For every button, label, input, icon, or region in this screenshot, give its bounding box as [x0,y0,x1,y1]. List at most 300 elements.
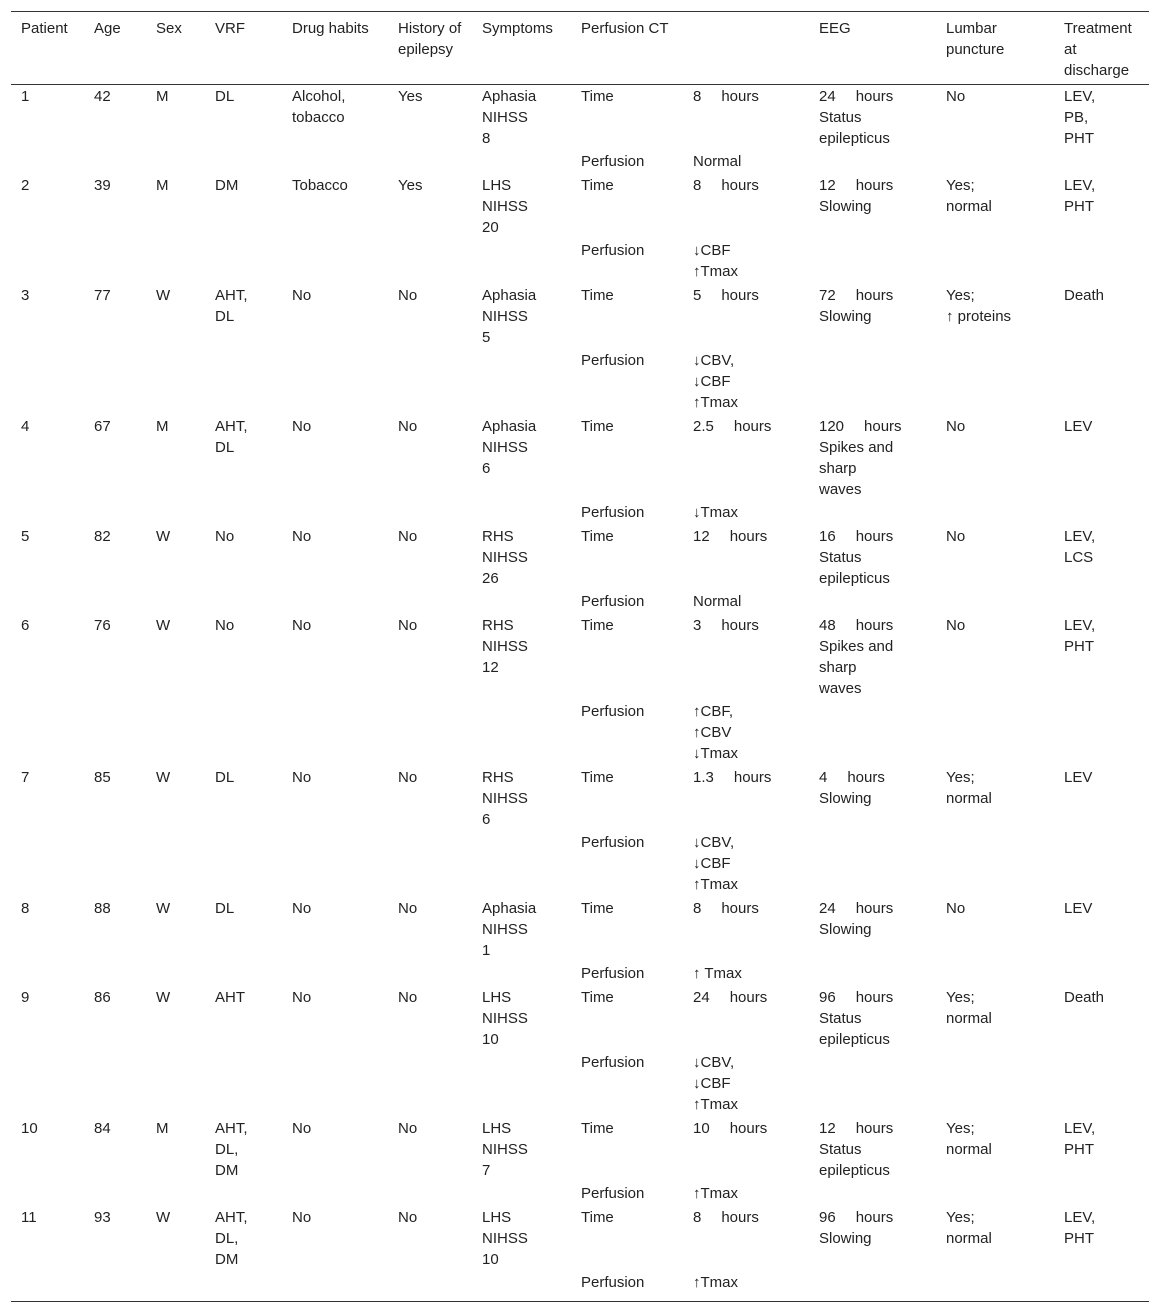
empty-cell [146,1272,205,1302]
table-row-perfusion [11,591,1149,614]
empty-cell [205,502,282,525]
empty-cell [84,240,146,284]
vrf: No [215,528,235,545]
perfusion-label: Perfusion [581,504,645,521]
lumbar-puncture: No [946,900,966,917]
table-row-perfusion [11,240,1149,284]
drug-habits: No [292,617,312,634]
eeg-time [819,86,928,107]
ct-time-unit: hours [729,528,768,545]
symptom: LHS [482,989,512,1006]
empty-cell [84,591,146,614]
empty-cell [936,350,1054,415]
header-eeg: EEG [809,12,936,85]
empty-cell [388,963,472,986]
history-of-epilepsy: No [398,989,418,1006]
symptom: LHS [482,177,512,194]
ct-time [683,766,809,832]
empty-cell [84,1272,146,1302]
vrf: DL [215,900,235,917]
empty-cell [388,1183,472,1206]
header-lumbar-puncture: Lumbar puncture [936,12,1054,85]
history-of-epilepsy: No [398,1120,418,1137]
time-label: Time [581,989,614,1006]
drug-habits: Alcohol, tobacco [292,88,346,126]
eeg-finding: Slowing [819,921,872,938]
vrf: DL [215,88,235,105]
table-row-perfusion [11,963,1149,986]
empty-cell [205,151,282,174]
nihss-score: NIHSS 1 [482,921,528,959]
lumbar-puncture: No [946,617,966,634]
eeg [809,415,936,502]
patient-id: 5 [21,528,30,545]
empty-cell [11,701,84,766]
age: 77 [94,287,111,304]
lumbar-puncture: No [946,88,966,105]
treatment-at-discharge: Death [1064,989,1105,1006]
empty-cell [1054,701,1149,766]
symptom: LHS [482,1120,512,1137]
empty-cell [472,832,571,897]
table-row-perfusion [11,1183,1149,1206]
empty-cell [11,1272,84,1302]
drug-habits: No [292,1120,312,1137]
nihss-score: NIHSS 10 [482,1230,528,1268]
perfusion-label: Perfusion [581,965,645,982]
empty-cell [472,1272,571,1302]
perfusion-value: ↓CBV, ↓CBF ↑Tmax [693,352,738,411]
table-row [11,284,1149,350]
header-history-of-epilepsy: History of epilepsy [388,12,472,85]
empty-cell [1054,151,1149,174]
age: 42 [94,88,111,105]
eeg-time-value: 24 [819,900,836,917]
eeg-time-unit: hours [855,88,894,105]
empty-cell [11,963,84,986]
empty-cell [282,350,388,415]
age: 82 [94,528,111,545]
sex: W [156,528,171,545]
table-row [11,525,1149,591]
ct-time [683,986,809,1052]
empty-cell [388,1272,472,1302]
empty-cell [146,1052,205,1117]
empty-cell [936,1272,1054,1302]
eeg-time [819,175,928,196]
empty-cell [388,591,472,614]
empty-cell [84,963,146,986]
eeg-time-unit: hours [855,1120,894,1137]
eeg-finding: Spikes and sharp waves [819,439,894,498]
symptom: RHS [482,617,514,634]
age: 67 [94,418,111,435]
patient-id: 6 [21,617,30,634]
history-of-epilepsy: No [398,287,418,304]
header-row [11,12,1149,85]
empty-cell [282,701,388,766]
eeg-time-value: 16 [819,528,836,545]
sex: W [156,769,171,786]
time-label: Time [581,769,614,786]
empty-cell [936,963,1054,986]
empty-cell [282,1272,388,1302]
symptoms [472,525,571,591]
ct-time-unit: hours [729,989,768,1006]
sex: M [156,88,169,105]
eeg [809,897,936,963]
table-row-perfusion [11,350,1149,415]
empty-cell [472,591,571,614]
empty-cell [809,350,936,415]
empty-cell [11,1183,84,1206]
empty-cell [1054,502,1149,525]
perfusion-value: ↑Tmax [693,1274,738,1291]
sex: W [156,900,171,917]
empty-cell [936,1183,1054,1206]
vrf: AHT, DL [215,287,248,325]
nihss-score: NIHSS 10 [482,1010,528,1048]
time-label: Time [581,617,614,634]
table-row [11,1206,1149,1272]
sex: W [156,287,171,304]
time-label: Time [581,1209,614,1226]
empty-cell [1054,591,1149,614]
perfusion-value: ↓CBF ↑Tmax [693,242,738,280]
empty-cell [84,832,146,897]
empty-cell [146,151,205,174]
table-row [11,85,1149,152]
ct-time [683,1206,809,1272]
treatment-at-discharge: LEV, PB, PHT [1064,88,1096,147]
eeg-time [819,1118,928,1139]
sex: M [156,1120,169,1137]
eeg-time-unit: hours [847,769,885,786]
empty-cell [146,832,205,897]
drug-habits: No [292,528,312,545]
empty-cell [936,701,1054,766]
empty-cell [205,350,282,415]
history-of-epilepsy: No [398,900,418,917]
empty-cell [936,1052,1054,1117]
symptoms [472,85,571,152]
ct-time [683,614,809,701]
empty-cell [146,701,205,766]
ct-time [683,174,809,240]
patient-id: 8 [21,900,30,917]
eeg [809,614,936,701]
nihss-score: NIHSS 20 [482,198,528,236]
perfusion-value: ↑ Tmax [693,965,742,982]
symptom: Aphasia [482,900,537,917]
empty-cell [809,240,936,284]
empty-cell [809,832,936,897]
nihss-score: NIHSS 6 [482,439,528,477]
symptoms [472,284,571,350]
history-of-epilepsy: No [398,418,418,435]
empty-cell [472,1052,571,1117]
patient-id: 9 [21,989,30,1006]
eeg [809,525,936,591]
empty-cell [282,832,388,897]
ct-time-unit: hours [733,418,772,435]
empty-cell [205,1183,282,1206]
empty-cell [809,1272,936,1302]
sex: W [156,617,171,634]
ct-time [683,525,809,591]
treatment-at-discharge: LEV, PHT [1064,1120,1096,1158]
empty-cell [84,151,146,174]
empty-cell [1054,1183,1149,1206]
drug-habits: No [292,1209,312,1226]
history-of-epilepsy: No [398,528,418,545]
ct-time-value: 2.5 [693,418,714,435]
treatment-at-discharge: LEV [1064,418,1093,435]
eeg-time-value: 12 [819,1120,836,1137]
empty-cell [1054,1272,1149,1302]
empty-cell [84,350,146,415]
ct-time-unit: hours [721,88,759,105]
eeg-finding: Slowing [819,790,872,807]
age: 85 [94,769,111,786]
symptom: RHS [482,769,514,786]
eeg-time-unit: hours [855,177,894,194]
empty-cell [936,832,1054,897]
empty-cell [84,1183,146,1206]
table-row [11,986,1149,1052]
treatment-at-discharge: LEV, PHT [1064,1209,1096,1247]
empty-cell [282,240,388,284]
nihss-score: NIHSS 5 [482,308,528,346]
nihss-score: NIHSS 26 [482,549,528,587]
header-sex: Sex [146,12,205,85]
eeg-time-value: 4 [819,769,828,786]
ct-time [683,897,809,963]
eeg-time-value: 72 [819,287,836,304]
table-row-perfusion [11,502,1149,525]
vrf: AHT [215,989,245,1006]
eeg-finding: Status epilepticus [819,1010,890,1048]
empty-cell [84,701,146,766]
table-row-perfusion [11,1272,1149,1302]
table-header [11,12,1149,85]
empty-cell [472,240,571,284]
patient-id: 11 [21,1209,37,1226]
eeg [809,1117,936,1183]
empty-cell [205,963,282,986]
empty-cell [11,591,84,614]
patient-id: 2 [21,177,30,194]
age: 84 [94,1120,111,1137]
empty-cell [11,502,84,525]
empty-cell [809,1052,936,1117]
empty-cell [1054,1052,1149,1117]
eeg-time [819,1207,928,1228]
eeg-finding: Slowing [819,1230,872,1247]
table-row [11,174,1149,240]
time-label: Time [581,418,614,435]
empty-cell [205,701,282,766]
symptoms [472,766,571,832]
eeg-time-unit: hours [855,900,894,917]
eeg-time-unit: hours [855,617,894,634]
eeg [809,284,936,350]
vrf: DL [215,769,235,786]
empty-cell [146,1183,205,1206]
age: 88 [94,900,111,917]
time-label: Time [581,287,614,304]
symptoms [472,415,571,502]
empty-cell [388,502,472,525]
empty-cell [282,502,388,525]
time-label: Time [581,88,614,105]
history-of-epilepsy: Yes [398,177,423,194]
empty-cell [472,963,571,986]
perfusion-label: Perfusion [581,1054,645,1071]
empty-cell [146,240,205,284]
eeg-time-unit: hours [864,418,902,435]
eeg-time-unit: hours [855,989,894,1006]
vrf: AHT, DL, DM [215,1209,248,1268]
empty-cell [1054,240,1149,284]
vrf: DM [215,177,239,194]
lumbar-puncture: Yes; normal [946,1120,992,1158]
eeg-time-value: 24 [819,88,836,105]
ct-time-unit: hours [721,900,759,917]
ct-time-unit: hours [733,769,772,786]
patient-id: 7 [21,769,30,786]
eeg-finding: Slowing [819,198,872,215]
vrf: AHT, DL, DM [215,1120,248,1179]
header-patient: Patient [11,12,84,85]
nihss-score: NIHSS 12 [482,638,528,676]
age: 93 [94,1209,111,1226]
ct-time [683,284,809,350]
header-treatment: Treatment at discharge [1054,12,1149,85]
time-label: Time [581,177,614,194]
lumbar-puncture: Yes; normal [946,769,992,807]
ct-time-unit: hours [721,177,759,194]
eeg-time-unit: hours [855,1209,894,1226]
drug-habits: No [292,989,312,1006]
perfusion-value: Normal [693,593,742,610]
treatment-at-discharge: LEV, PHT [1064,617,1096,655]
perfusion-label: Perfusion [581,153,645,170]
eeg-time [819,416,928,437]
empty-cell [936,151,1054,174]
table-row-perfusion [11,151,1149,174]
ct-time-value: 3 [693,617,702,634]
symptoms [472,986,571,1052]
header-perfusion-ct: Perfusion CT [571,12,683,85]
empty-cell [1054,963,1149,986]
eeg-time [819,987,928,1008]
symptom: Aphasia [482,287,537,304]
table-row [11,614,1149,701]
table-row [11,897,1149,963]
header-perfusion-ct-values [683,12,809,85]
empty-cell [809,502,936,525]
header-vrf: VRF [205,12,282,85]
ct-time-value: 8 [693,900,702,917]
table-row-perfusion [11,832,1149,897]
empty-cell [472,701,571,766]
patient-id: 1 [21,88,30,105]
ct-time-value: 24 [693,989,710,1006]
symptoms [472,897,571,963]
history-of-epilepsy: No [398,617,418,634]
nihss-score: NIHSS 6 [482,790,528,828]
empty-cell [388,832,472,897]
empty-cell [11,350,84,415]
drug-habits: No [292,769,312,786]
empty-cell [282,591,388,614]
empty-cell [936,591,1054,614]
history-of-epilepsy: Yes [398,88,423,105]
empty-cell [472,1183,571,1206]
table-row [11,766,1149,832]
symptoms [472,1117,571,1183]
symptoms [472,1206,571,1272]
patient-table [11,11,1149,1302]
perfusion-value: ↑CBF, ↑CBV ↓Tmax [693,703,738,762]
empty-cell [282,151,388,174]
sex: W [156,1209,171,1226]
nihss-score: NIHSS 7 [482,1141,528,1179]
eeg-finding: Spikes and sharp waves [819,638,894,697]
eeg-time [819,898,928,919]
header-drug-habits: Drug habits [282,12,388,85]
empty-cell [388,701,472,766]
treatment-at-discharge: Death [1064,287,1105,304]
drug-habits: No [292,287,312,304]
empty-cell [84,502,146,525]
ct-time-value: 10 [693,1120,710,1137]
empty-cell [282,1183,388,1206]
sex: W [156,989,171,1006]
eeg [809,174,936,240]
empty-cell [809,701,936,766]
eeg [809,986,936,1052]
empty-cell [205,832,282,897]
eeg-finding: Status epilepticus [819,109,890,147]
perfusion-label: Perfusion [581,593,645,610]
perfusion-label: Perfusion [581,1185,645,1202]
ct-time-unit: hours [721,1209,759,1226]
empty-cell [11,832,84,897]
ct-time-value: 8 [693,1209,702,1226]
patient-id: 3 [21,287,30,304]
drug-habits: No [292,900,312,917]
empty-cell [1054,832,1149,897]
eeg [809,85,936,152]
eeg-time [819,767,928,788]
eeg-finding: Status epilepticus [819,549,890,587]
empty-cell [1054,350,1149,415]
eeg-finding: Status epilepticus [819,1141,890,1179]
empty-cell [11,151,84,174]
history-of-epilepsy: No [398,769,418,786]
patient-id: 4 [21,418,30,435]
symptoms [472,614,571,701]
empty-cell [84,1052,146,1117]
ct-time-value: 5 [693,287,702,304]
treatment-at-discharge: LEV, LCS [1064,528,1096,566]
empty-cell [205,591,282,614]
ct-time-value: 8 [693,177,702,194]
lumbar-puncture: Yes; normal [946,177,992,215]
eeg-time-value: 96 [819,1209,836,1226]
